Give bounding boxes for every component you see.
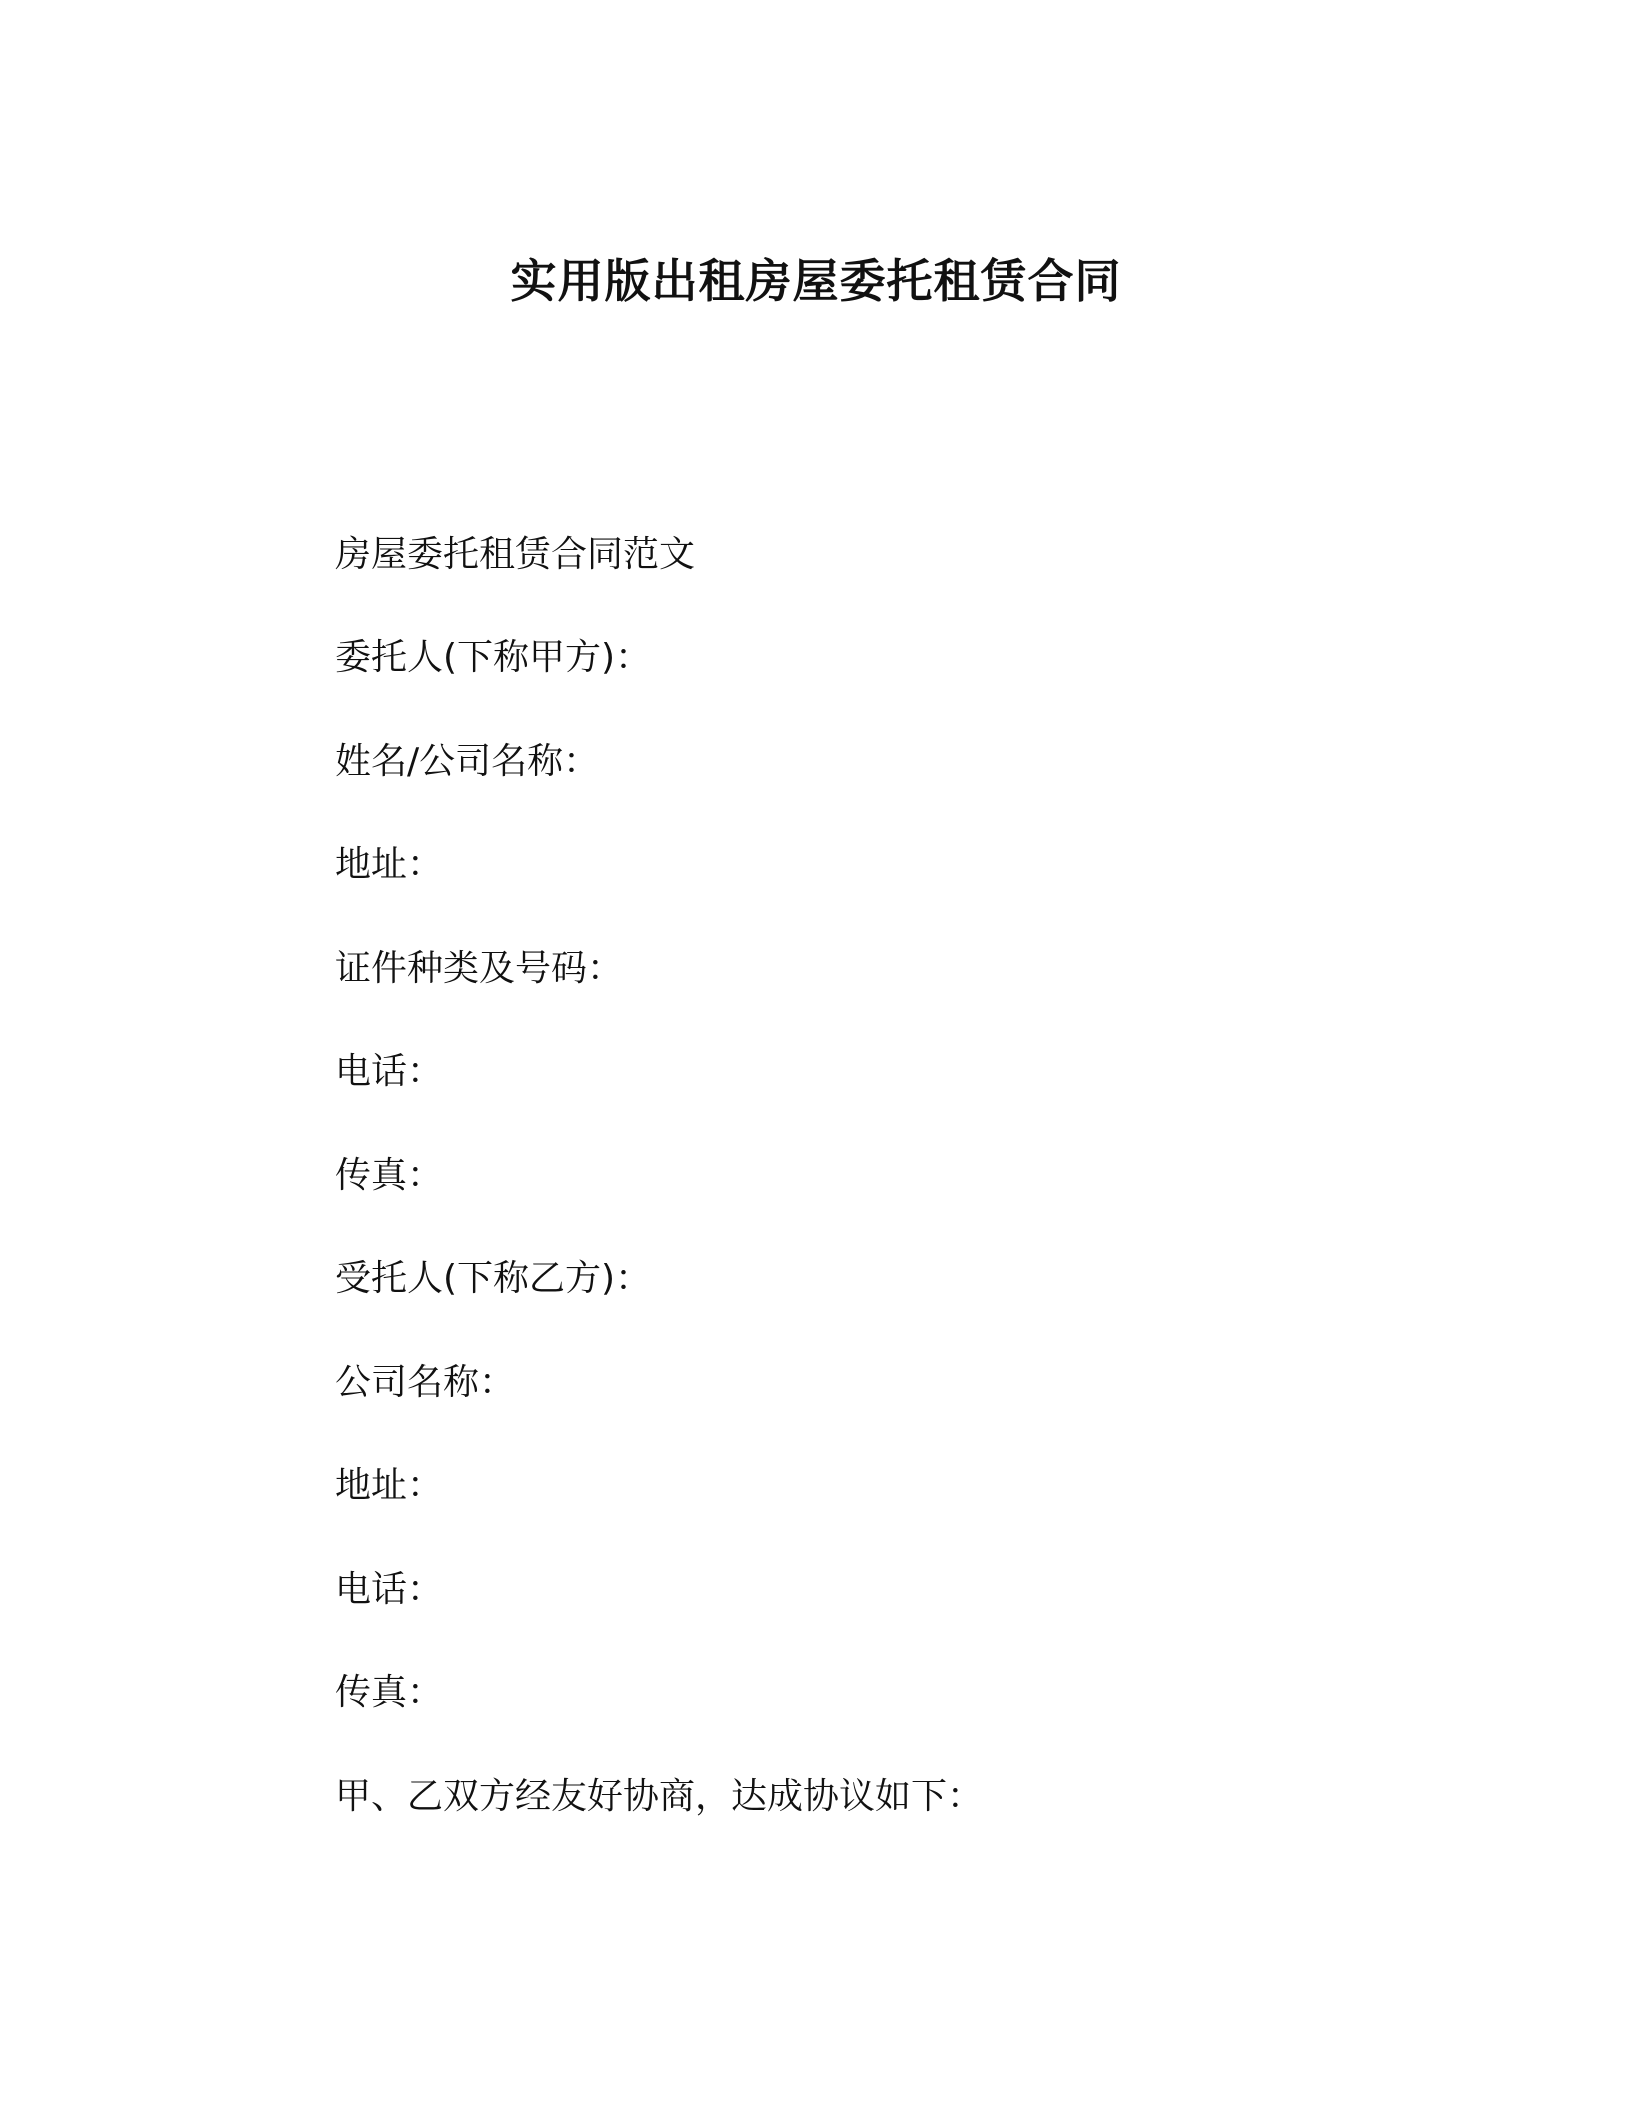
body-line-party-a-heading: 委托人(下称甲方)：: [335, 637, 652, 678]
body-line-party-b-phone: 电话：: [335, 1569, 444, 1610]
document-title: 实用版出租房屋委托租赁合同: [510, 253, 1122, 308]
body-line-party-a-phone: 电话：: [335, 1051, 444, 1092]
body-line-party-a-id: 证件种类及号码：: [335, 948, 624, 989]
body-line-agreement-intro: 甲、乙双方经友好协商，达成协议如下：: [335, 1776, 984, 1817]
body-line-party-a-name: 姓名/公司名称：: [335, 741, 600, 782]
body-line-party-a-fax: 传真：: [335, 1155, 444, 1196]
body-line-party-b-fax: 传真：: [335, 1672, 444, 1713]
body-line-party-b-heading: 受托人(下称乙方)：: [335, 1258, 652, 1299]
body-line-party-b-company: 公司名称：: [335, 1362, 516, 1403]
body-line-party-a-address: 地址：: [335, 844, 444, 885]
body-line-subtitle: 房屋委托租赁合同范文: [335, 534, 696, 575]
body-line-party-b-address: 地址：: [335, 1465, 444, 1506]
